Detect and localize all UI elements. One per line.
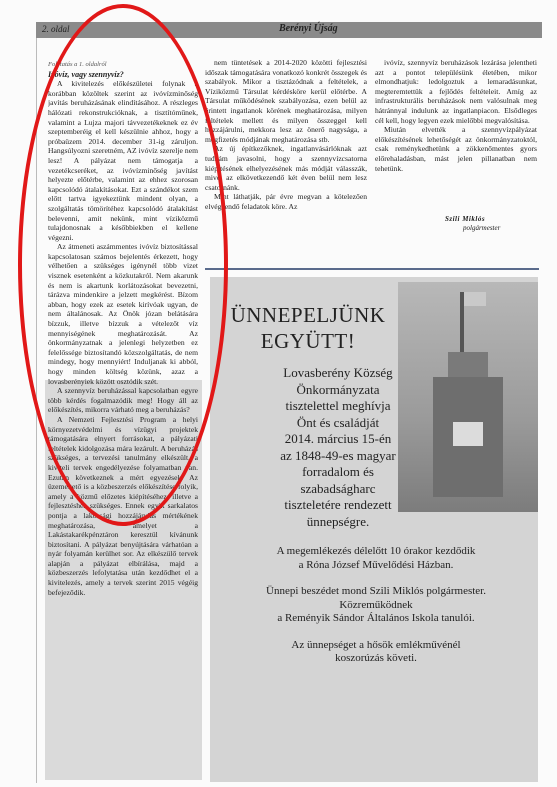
invitation-line: 2014. március 15-én bbox=[284, 431, 392, 446]
continued-note: Folytatás a 1. oldalról bbox=[48, 61, 107, 68]
invitation-box bbox=[210, 277, 538, 782]
detail-line: a Reményik Sándor Általános Iskola tanulói. bbox=[277, 612, 475, 624]
invitation-line: Önkormányzata bbox=[296, 381, 380, 397]
invitation-body bbox=[248, 365, 428, 530]
paragraph: A kivitelezés előkészületei folynak a korábban közöltek szerint az ivóvízminőség javítás beruházásának elindításához. A részleges hálózati rekonstrukcióknak, a tisztítóműnek, valamint a Lujza majori távvezetékeknek ez év szeptemberéig el kell készülnie ahhoz, hogy a próbaüzem 2014. december 31-ig záruljon. Hangsúlyozni szeretném, AZ ivóvíz szerelje nem lesz! A pályázat nem támogatja a vezetékcseréket, az ivóvízminőség javítást helyezte előtérbe, valamint az ehhez szorosan kapcsolódó átalakításokat. Ezt a szándékot szem előtt tartva igyekeztünk mindent olyan, a szolgáltatás tömörítéhez kapcsolódó átalakítást belevenni, amit nekünk, mint víziközmű tulajdonosnak a későbbiekben el kellene végezni. bbox=[48, 79, 198, 242]
event-speaker bbox=[224, 585, 528, 626]
paragraph: ivóvíz, szennyvíz beruházások lezárása jelentheti azt a pontot településünk életében, mikor elmondhatjuk: ledolgoztuk a lemaradásunkat, megteremtettük a fejlődés feltételeit. Amíg az infrastrukturális beruházások nem valósulnak meg hátránnyal indulunk az ingatlanpiacon. Elsődleges cél kell, hogy legyen ezek mielőbbi megvalósítása. bbox=[375, 58, 537, 125]
author-role: polgármester bbox=[463, 224, 501, 232]
detail-line: Közreműködnek bbox=[339, 598, 413, 611]
article-column-3 bbox=[375, 58, 537, 208]
event-wreath bbox=[224, 639, 528, 666]
event-time bbox=[224, 545, 528, 572]
detail-line: A megemlékezés délelőtt 10 órakor kezdődik bbox=[276, 545, 476, 557]
detail-line: a Róna József Művelődési Házban. bbox=[298, 558, 454, 571]
invitation-line: tisztelettel meghívja bbox=[285, 398, 391, 413]
red-annotation-circle bbox=[18, 4, 228, 526]
invitation-headline bbox=[222, 302, 394, 354]
paragraph: Mint láthatják, pár évre megvan a kötelezően elvégzendő feladatok köre. Az bbox=[205, 192, 367, 211]
invitation-line: Lovasberény Község bbox=[283, 365, 393, 380]
invitation-line: forradalom és bbox=[302, 464, 374, 479]
invitation-line: tiszteletére rendezett bbox=[284, 497, 392, 512]
detail-line: Ünnepi beszédet mond Szili Miklós polgármester. bbox=[266, 585, 486, 597]
monument-plaque bbox=[453, 422, 483, 446]
headline-line: ÜNNEPELJÜNK bbox=[230, 303, 386, 327]
invitation-line: az 1848-49-es magyar bbox=[280, 447, 396, 463]
paragraph: Az átmeneti aszámmentes ivóvíz biztosítással kapcsolatosan számos bejelentés érkezett, hogy vélhetően a szükséges igénynél több vizet visznek esetenként a közkutakról. Nem akarunk és nem is akartunk korlátozásokat bevezetni, tárázva mindenkire a jelzett megkérést. Bízom abban, hogy ezek az esetek kirívóak ugyan, de nem általánosak. Az Önök józan belátására bízzuk, illetve bízzuk a vételezőt víz mennyiségének meghatározását. Az önkormányzatnak a jelenlegi helyzetben ez felelőssége biztosítandó közszolgáltatás, de nem mindegy, hogy mennyiért! Induljanak ki abból, hogy minden költség közünk, azaz a lovasberényiek között osztódik szét. bbox=[48, 242, 198, 386]
paragraph: Az új építkezőknek, ingatlanvásárlóknak azt tudnám javasolni, hogy a szennyvízcsatorna kiépítésének elhelyezésének más módját válasszák, mivel az elkövetkezendő két éven belül nem lesz csatornánk. bbox=[205, 144, 367, 192]
headline-line: EGYÜTT! bbox=[260, 329, 356, 353]
detail-line: Az ünnepséget a hősök emlékművénél bbox=[291, 638, 461, 651]
flag bbox=[464, 292, 486, 306]
invitation-line: ünnepségre. bbox=[306, 513, 370, 529]
article-column-2 bbox=[205, 58, 367, 266]
article-heading: Ivóvíz, vagy szennyvíz? bbox=[48, 69, 124, 79]
author-name: Szili Miklós bbox=[445, 215, 486, 223]
paragraph: nem tüntetések a 2014-2020 közötti fejlesztési időszak támogatására vonatkozó konkrét összegek és szabályok. Mikor a tisztázódnak a feltételek, a Víziközmű Társulat kérdésköre kerül előtérbe. A Társulat működésének szabályozása, ezen belül az érintett ingatlanok körének meghatározása, milyen feltételek mellett és milyen összeggel kell hozzájárulni, mekkora lesz az önerő nagysága, a megfizetés módjának meghatározása stb. bbox=[205, 58, 367, 144]
paragraph: A szennyvíz beruházással kapcsolatban egyre több kérdés fogalmazódik meg! Hogy áll az előkészítés, mikorra várható meg a beruházás? bbox=[48, 386, 198, 415]
paragraph: A Nemzeti Fejlesztési Program a helyi környezetvédelmi és vízügyi projektek támogatására elnyert forrásokat, a pályázati feltételek kidolgozása mára lezárult. A beruházás szükséges, a tervezési tanulmány elkészült, a kiviteli tervek engedélyezése folyamatban van. Ezután következnek a mért egyezések. Az üzemeltető is a közbeszerzés előkészítése folyik, amely a közmű előzetes kiépítéséhez, illetve a fejlesztéshez szükséges. Ennek egyik sarkalatos pontja a lakossági hozzájárulás mértékének meghatározása, amelyet a Lakástakarékpénztáron keresztül kívánunk biztosítani. A pályázat benyújtására várhatóan a nyár folyamán kerülhet sor. Az elkészülő tervek alapján a pályázat elbírálása, majd a közbeszerzés lefolytatása után kezdődhet el a kivitelezés, amely a tervek szerint 2015 végéig befejeződik. bbox=[48, 414, 198, 597]
invitation-line: Önt és családját bbox=[296, 414, 380, 430]
paragraph: Miután elvették a szennyvízpályázat előkészítésének lehetőségét az önkormányzatoktól, csak reménykedhetünk a zökkenőmentes gyors előrehaladásban, mást jelen pillanatban nem tehetünk. bbox=[375, 125, 537, 173]
detail-line: koszorúzás követi. bbox=[335, 652, 417, 664]
invitation-details bbox=[224, 545, 528, 679]
page-number: 2. oldal bbox=[42, 24, 70, 34]
newspaper-title: Berényi Újság bbox=[279, 23, 338, 34]
invitation-line: szabadságharc bbox=[300, 480, 376, 496]
section-divider bbox=[205, 268, 539, 270]
